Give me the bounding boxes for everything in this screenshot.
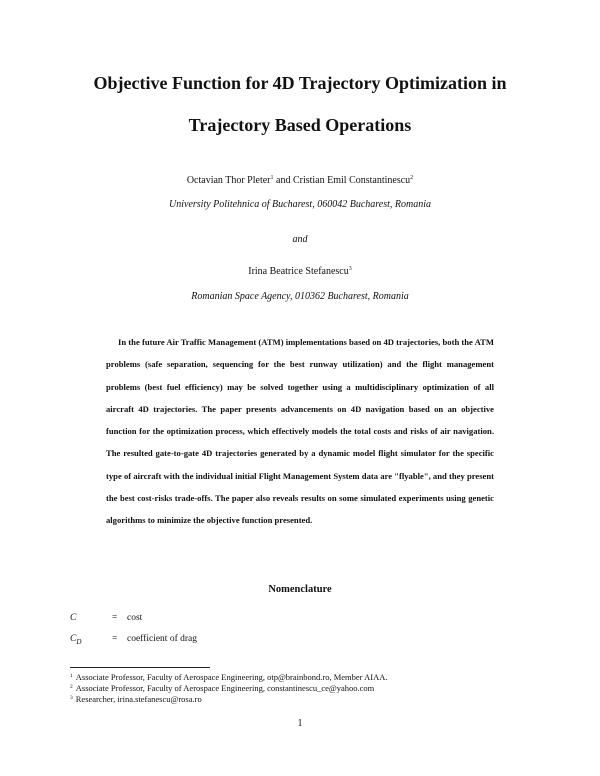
title-line-1: Objective Function for 4D Trajectory Optimization in (93, 73, 507, 93)
affiliation-1: University Politehnica of Bucharest, 060042 Bucharest, Romania (169, 199, 431, 210)
affiliation-2: Romanian Space Agency, 010362 Bucharest, Romania (191, 291, 409, 302)
author-2-mark: 2 (410, 175, 414, 181)
author-1: Octavian Thor Pleter (186, 175, 271, 186)
nomenclature-equals: = (112, 634, 118, 644)
nomenclature-description: coefficient of drag (127, 634, 197, 644)
author-line-2 (0, 265, 600, 278)
author-3-mark: 3 (348, 266, 352, 272)
footnote-1: $^1$ Associate Professor, Faculty of Aerospace Engineering, otp@brainbond.ro, Member AIAA. (70, 672, 388, 682)
footnote-divider (70, 667, 210, 668)
abstract: In the future Air Traffic Management (ATM) implementations based on 4D trajectories, both the ATM problems (safe separation, sequencing for the best runway utilization) and the flight management problems (best fuel efficiency) may be solved together using a multidisciplinary optimization of all aircraft 4D trajectories. The paper presents advancements on 4D navigation based on an objective function for the optimization process, which effectively models the total costs and risks of air navigation. The resulted gate-to-gate 4D trajectories generated by a dynamic model flight simulator for the specific type of aircraft with the individual initial Flight Management System data are "flyable", and they present the best cost-risks trade-offs. The paper also reveals results on some simulated experiments using genetic algorithms to minimize the objective function presented. (106, 337, 494, 526)
author-1-mark: 1 (270, 175, 274, 181)
footnote-2: $^2$ Associate Professor, Faculty of Aerospace Engineering, constantinescu_ce@yahoo.com (70, 683, 375, 693)
page-number: 1 (297, 718, 303, 729)
author-connector: and Cristian Emil Constantinescu (273, 175, 411, 186)
nomenclature-symbol: C (70, 613, 77, 623)
nomenclature-symbol: $C_D$ (70, 634, 82, 646)
footnote-3: $^3$ Researcher, irina.stefanescu@rosa.ro (70, 694, 202, 704)
nomenclature-title: Nomenclature (268, 584, 332, 595)
title-line-2: Trajectory Based Operations (188, 115, 412, 135)
author-3: Irina Beatrice Stefanescu (248, 266, 349, 277)
nomenclature-description: cost (127, 613, 143, 623)
and-separator: and (292, 234, 308, 245)
nomenclature-equals: = (112, 613, 118, 623)
author-line-1 (0, 174, 600, 187)
